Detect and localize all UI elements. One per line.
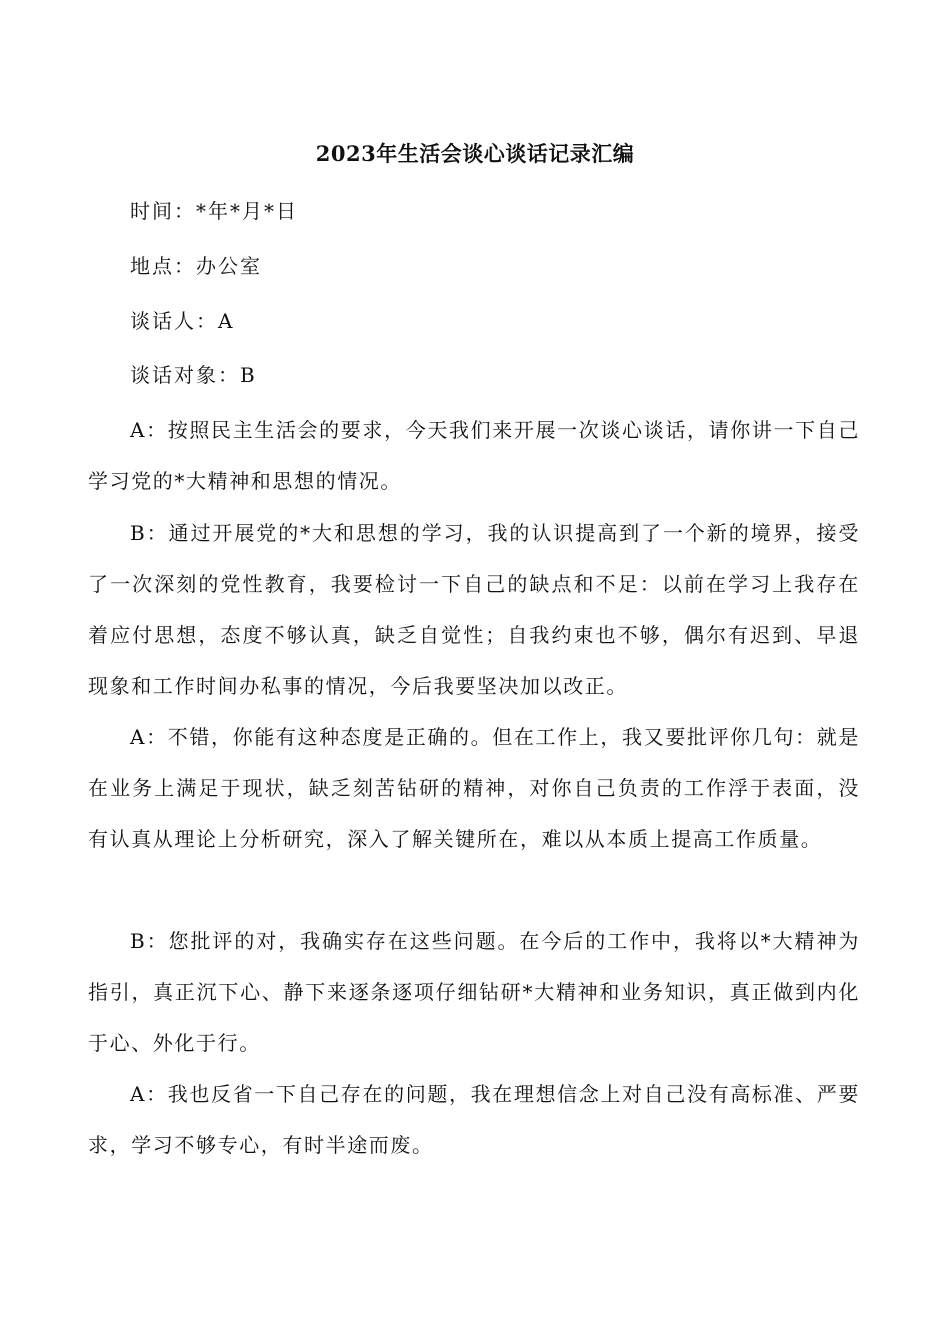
- meta-target: 谈话对象：B: [130, 363, 257, 387]
- meta-place: 地点：办公室: [130, 254, 262, 278]
- paragraph-a-3: A：我也反省一下自己存在的问题，我在理想信念上对自己没有高标准、严要求，学习不够专心，有时半途而废。: [88, 1082, 860, 1157]
- meta-time: 时间：*年*月*日: [130, 199, 298, 223]
- paragraph-a-2: A：不错，你能有这种态度是正确的。但在工作上，我又要批评你几句：就是在业务上满足于现状，缺乏刻苦钻研的精神，对你自己负责的工作浮于表面，没有认真从理论上分析研究，深入了解关键所在，难以从本质上提高工作质量。: [88, 725, 860, 851]
- paragraph-b-1: B：通过开展党的*大和思想的学习，我的认识提高到了一个新的境界，接受了一次深刻的党性教育，我要检讨一下自己的缺点和不足：以前在学习上我存在着应付思想，态度不够认真，缺乏自觉性；自我约束也不够，偶尔有迟到、早退现象和工作时间办私事的情况，今后我要坚决加以改正。: [88, 521, 860, 698]
- paragraph-b-2: B：您批评的对，我确实存在这些问题。在今后的工作中，我将以*大精神为指引，真正沉下心、静下来逐条逐项仔细钻研*大精神和业务知识，真正做到内化于心、外化于行。: [88, 929, 860, 1055]
- document-title: 2023年生活会谈心谈话记录汇编: [315, 141, 635, 166]
- paragraph-a-1: A：按照民主生活会的要求，今天我们来开展一次谈心谈话，请你讲一下自己学习党的*大精神和思想的情况。: [88, 418, 860, 493]
- meta-speaker: 谈话人：A: [130, 309, 235, 333]
